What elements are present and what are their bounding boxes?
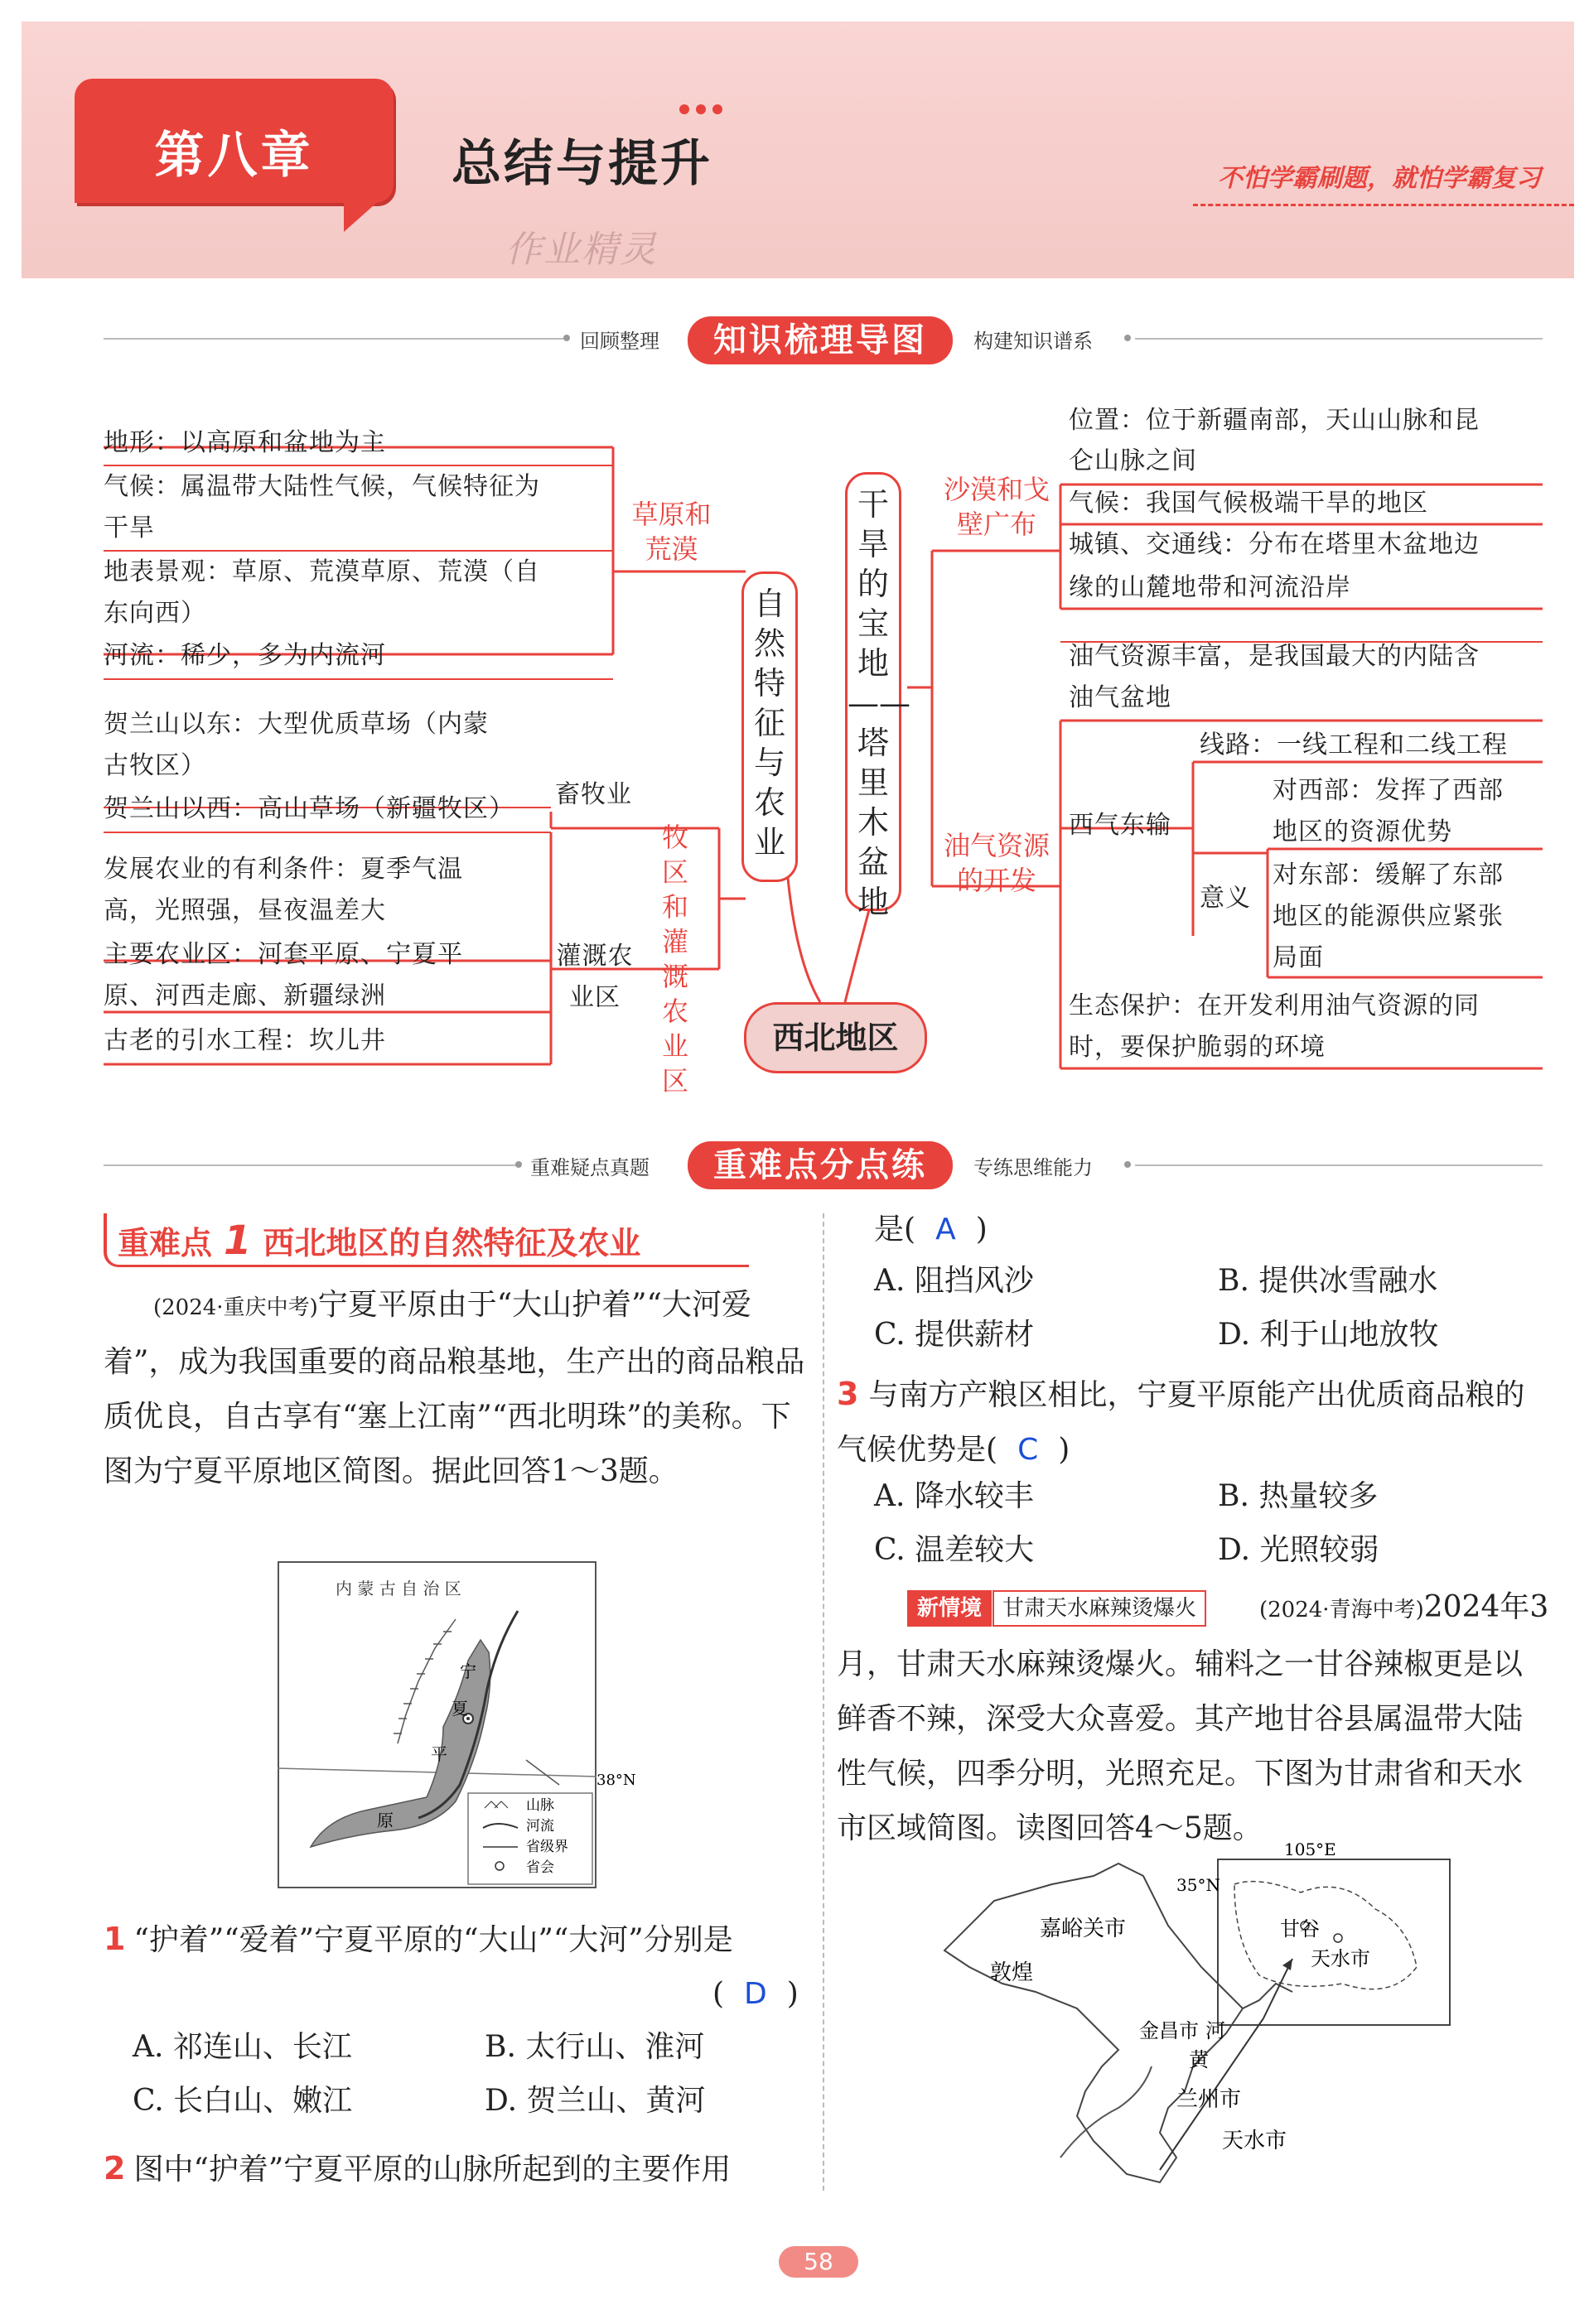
mm-item: 地区的能源供应紧张 bbox=[1273, 902, 1504, 931]
mm-item: 高，光照强，昼夜温差大 bbox=[104, 896, 386, 925]
mm-item: 原、河西走廊、新疆绿洲 bbox=[104, 981, 386, 1010]
watermark: 作业精灵 bbox=[505, 229, 658, 271]
key-point-label: 重难点 bbox=[118, 1225, 213, 1261]
mm-sublabel-livestock: 畜牧业 bbox=[555, 780, 632, 809]
mm-category-agri: 牧区和灌溉农业区 bbox=[661, 822, 688, 1097]
divider-dot bbox=[515, 1161, 522, 1168]
q2-stem-end: 是 bbox=[874, 1213, 905, 1246]
mm-item: 油气资源丰富，是我国最大的内陆含 bbox=[1069, 642, 1480, 671]
mm-item: 位置：位于新疆南部，天山山脉和昆 bbox=[1069, 406, 1480, 435]
q3-answer: C bbox=[1017, 1433, 1039, 1467]
mm-item: 地表景观：草原、荒漠草原、荒漠（自 bbox=[104, 557, 540, 586]
section2-right-label: 专练思维能力 bbox=[973, 1156, 1093, 1179]
mm-item: 油气盆地 bbox=[1069, 683, 1171, 712]
mm-item: 主要农业区：河套平原、宁夏平 bbox=[104, 940, 463, 969]
q2-option-d: D. 利于山地放牧 bbox=[1218, 1318, 1439, 1352]
new-situation-source: (2024·青海中考) bbox=[1259, 1598, 1424, 1622]
map2-city: 天水市 bbox=[1222, 2129, 1287, 2153]
mm-item: 城镇、交通线：分布在塔里木盆地边 bbox=[1069, 530, 1480, 559]
q3-stem: 与南方产粮区相比，宁夏平原能产出优质商品粮的气候优势是 bbox=[837, 1378, 1525, 1467]
map1-label: 夏 bbox=[452, 1699, 468, 1719]
section1-title: 知识梳理导图 bbox=[688, 316, 953, 364]
mm-sublabel-west-east: 西气东输 bbox=[1069, 811, 1171, 840]
mm-item: 对东部：缓解了东部 bbox=[1273, 861, 1504, 890]
divider-dot bbox=[1124, 1161, 1131, 1168]
q1-option-b: B. 太行山、淮河 bbox=[485, 2030, 705, 2064]
mm-item: 缘的山麓地带和河流沿岸 bbox=[1069, 573, 1351, 602]
map1-label: 原 bbox=[377, 1811, 394, 1830]
mm-item: 贺兰山以东：大型优质草场（内蒙 bbox=[104, 710, 489, 739]
map1-legend: 省会 bbox=[526, 1859, 554, 1876]
key-point-title: 西北地区的自然特征及农业 bbox=[263, 1225, 641, 1261]
q3-number: 3 bbox=[837, 1376, 859, 1412]
section1-left-label: 回顾整理 bbox=[580, 330, 659, 353]
map2-lat: 35°N bbox=[1176, 1875, 1220, 1895]
q2-option-b: B. 提供冰雪融水 bbox=[1218, 1264, 1438, 1298]
map2-city: 天水市 bbox=[1311, 1947, 1370, 1970]
mm-sublabel-meaning: 意义 bbox=[1200, 884, 1251, 913]
q1-option-a: A. 祁连山、长江 bbox=[133, 2030, 352, 2064]
column-divider bbox=[823, 1213, 824, 2191]
mm-item: 发展农业的有利条件：夏季气温 bbox=[104, 855, 463, 884]
mm-item: 地区的资源优势 bbox=[1273, 817, 1452, 846]
key-point-number: 1 bbox=[224, 1217, 252, 1264]
mm-item: 生态保护：在开发利用油气资源的同 bbox=[1069, 991, 1480, 1020]
q1-stem-line bbox=[104, 1912, 816, 1968]
map1-lat: 38°N bbox=[596, 1772, 636, 1789]
mm-item: 仑山脉之间 bbox=[1069, 446, 1197, 475]
new-situation-text: 年3月，甘肃天水麻辣烫爆火。辅料之一甘谷辣椒更是以鲜香不辣，深受大众喜爱。其产地甘谷县属温带大陆性气候，四季分明，光照充足。下图为甘肃省和天水市区域简图。读图回答4～5题。 bbox=[837, 1590, 1549, 1845]
map1-region-label: 内 蒙 古 自 治 区 bbox=[336, 1579, 461, 1598]
section2-title: 重难点分点练 bbox=[688, 1141, 953, 1189]
mm-category-oil: 油气资源的开发 bbox=[943, 830, 1050, 896]
new-situation-paragraph bbox=[837, 1580, 1549, 1856]
new-situation-year: 2024 bbox=[1423, 1590, 1500, 1624]
q3-option-a: A. 降水较丰 bbox=[874, 1479, 1034, 1513]
mm-center-node: 西北地区 bbox=[744, 1002, 927, 1073]
q2-option-a: A. 阻挡风沙 bbox=[874, 1264, 1034, 1298]
q1-option-d: D. 贺兰山、黄河 bbox=[485, 2084, 706, 2118]
mm-branch-right: 干旱的宝地——塔里木盆地 bbox=[845, 472, 901, 911]
q1-stem: “护着”“爱着”宁夏平原的“大山”“大河”分别是 bbox=[133, 1923, 733, 1957]
q3-option-b: B. 热量较多 bbox=[1218, 1479, 1379, 1513]
q2-stem-line bbox=[104, 2141, 816, 2197]
map2-river: 黄 bbox=[1189, 2048, 1209, 2071]
q2-number: 2 bbox=[104, 2150, 126, 2187]
new-situation-tag: 新情境 bbox=[907, 1590, 992, 1627]
slogan: 不怕学霸刷题，就怕学霸复习 bbox=[1218, 164, 1541, 193]
map2-city: 甘谷 bbox=[1280, 1917, 1320, 1941]
mm-item: 气候：我国气候极端干旱的地区 bbox=[1069, 489, 1428, 518]
mm-branch-left: 自然特征与农业 bbox=[741, 571, 798, 882]
q3-option-c: C. 温差较大 bbox=[874, 1533, 1035, 1567]
page-number: 58 bbox=[779, 2246, 858, 2278]
section1-right-label: 构建知识谱系 bbox=[973, 330, 1093, 353]
mm-item: 古老的引水工程：坎儿井 bbox=[104, 1026, 386, 1055]
q1-answer-slot: ( D ) bbox=[712, 1977, 799, 2011]
q2-stem-continued: 是( A ) bbox=[874, 1213, 988, 1246]
q3-stem-line: 3 与南方产粮区相比，宁夏平原能产出优质商品粮的气候优势是( C ) bbox=[837, 1376, 1525, 1467]
mm-item: 东向西） bbox=[104, 599, 206, 628]
q3-option-d: D. 光照较弱 bbox=[1218, 1533, 1379, 1567]
intro-paragraph bbox=[104, 1278, 812, 1499]
q1-answer: D bbox=[744, 1977, 767, 2011]
mm-item: 干旱 bbox=[104, 513, 155, 542]
intro-text: 宁夏平原由于“大山护着”“大河爱着”，成为我国重要的商品粮基地，生产出的商品粮品质优良，自古享有“塞上江南”“西北明珠”的美称。下图为宁夏平原地区简图。据此回答1～3题。 bbox=[104, 1288, 805, 1488]
map2-city: 金昌市 bbox=[1139, 2019, 1199, 2042]
ningxia-map bbox=[278, 1561, 636, 1888]
mm-category-grassland: 草原和荒漠 bbox=[631, 499, 712, 565]
section-divider bbox=[1135, 1164, 1543, 1166]
mm-item: 地形：以高原和盆地为主 bbox=[104, 428, 386, 457]
q1-number: 1 bbox=[104, 1921, 126, 1957]
mm-item: 局面 bbox=[1273, 943, 1324, 972]
map1-label: 宁 bbox=[460, 1661, 476, 1681]
chapter-title: 总结与提升 bbox=[452, 135, 712, 193]
key-point-heading bbox=[118, 1217, 640, 1264]
mm-item: 贺兰山以西：高山草场（新疆牧区） bbox=[104, 794, 514, 823]
q1-option-c: C. 长白山、嫩江 bbox=[133, 2084, 353, 2118]
mm-sublabel-irrigation: 灌溉农业区 bbox=[556, 942, 634, 1012]
map2-city: 兰州市 bbox=[1176, 2087, 1242, 2112]
map1-legend: 山脉 bbox=[526, 1797, 554, 1814]
map1-legend: 省级界 bbox=[526, 1839, 568, 1855]
chapter-label: 第八章 bbox=[154, 127, 314, 185]
map2-city: 敦煌 bbox=[990, 1960, 1034, 1985]
q2-option-c: C. 提供薪材 bbox=[874, 1318, 1035, 1352]
map2-river: 河 bbox=[1205, 2019, 1225, 2042]
new-situation-topic: 甘肃天水麻辣烫爆火 bbox=[993, 1590, 1206, 1627]
map2-city: 嘉峪关市 bbox=[1040, 1917, 1127, 1941]
mm-item: 河流：稀少，多为内流河 bbox=[104, 641, 386, 670]
q2-stem: 图中“护着”宁夏平原的山脉所起到的主要作用 bbox=[133, 2153, 732, 2187]
gansu-map bbox=[928, 1839, 1466, 2199]
map1-label: 平 bbox=[431, 1744, 447, 1764]
section-divider bbox=[104, 1164, 518, 1166]
mm-item: 古牧区） bbox=[104, 751, 206, 780]
map1-legend: 河流 bbox=[526, 1818, 554, 1835]
mm-item: 气候：属温带大陆性气候，气候特征为 bbox=[104, 472, 540, 501]
mm-item: 时，要保护脆弱的环境 bbox=[1069, 1033, 1326, 1062]
mm-item: 对西部：发挥了西部 bbox=[1273, 776, 1504, 805]
mm-category-desert: 沙漠和戈壁广布 bbox=[943, 474, 1050, 540]
q2-answer: A bbox=[935, 1213, 956, 1246]
section2-left-label: 重难疑点真题 bbox=[530, 1156, 650, 1179]
intro-source: (2024·重庆中考) bbox=[153, 1295, 318, 1320]
mm-item: 线路：一线工程和二线工程 bbox=[1200, 730, 1508, 759]
map2-lon: 105°E bbox=[1284, 1839, 1336, 1859]
